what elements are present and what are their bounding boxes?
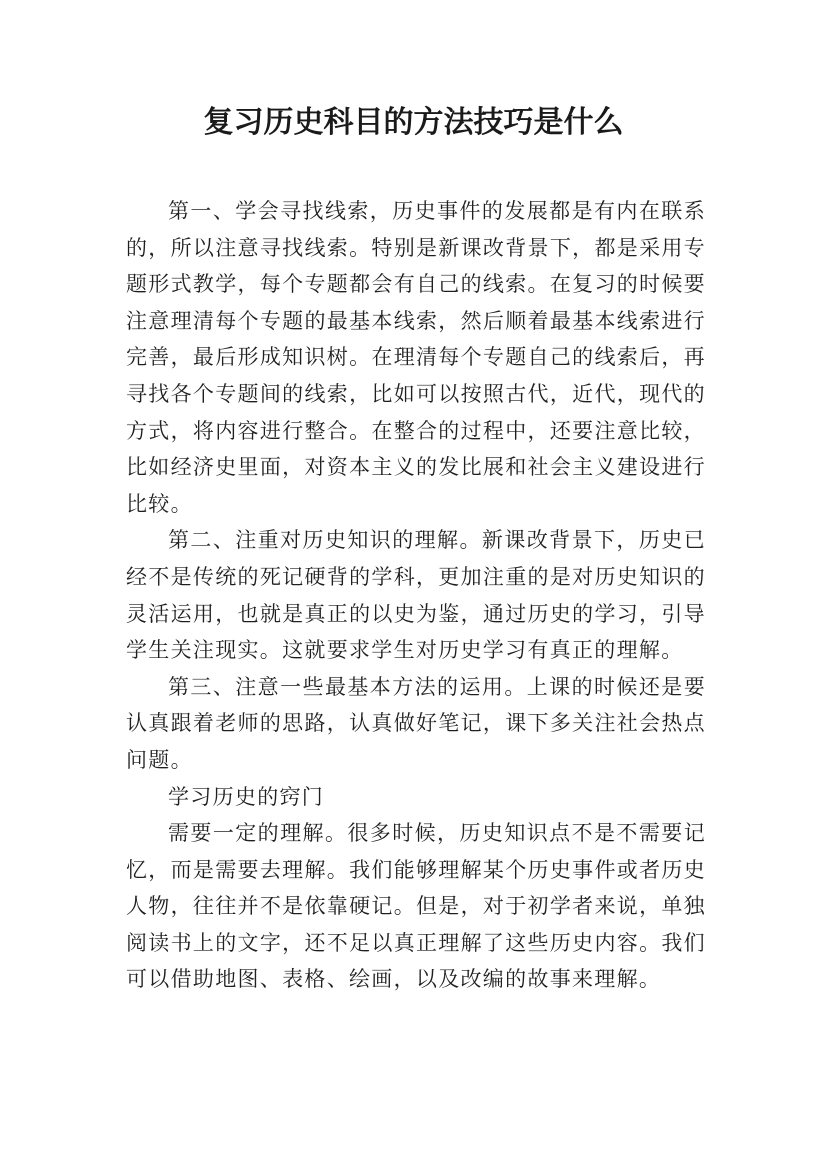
paragraph-2: 第二、注重对历史知识的理解。新课改背景下，历史已经不是传统的死记硬背的学科，更加注重的是对历史知识的灵活运用，也就是真正的以史为鉴，通过历史的学习，引导学生关注现实。这就要求学生对历史学习有真正的理解。 <box>126 528 706 663</box>
document-body <box>126 193 706 998</box>
section-heading: 学习历史的窍门 <box>168 784 325 809</box>
document-title: 复习历史科目的方法技巧是什么 <box>203 105 624 140</box>
paragraph-3: 第三、注意一些最基本方法的运用。上课的时候还是要认真跟着老师的思路，认真做好笔记，课下多关注社会热点问题。 <box>126 674 706 772</box>
paragraph-1: 第一、学会寻找线索，历史事件的发展都是有内在联系的，所以注意寻找线索。特别是新课改背景下，都是采用专题形式教学，每个专题都会有自己的线索。在复习的时候要注意理清每个专题的最基本线索，然后顺着最基本线索进行完善，最后形成知识树。在理清每个专题自己的线索后，再寻找各个专题间的线索，比如可以按照古代，近代，现代的方式，将内容进行整合。在整合的过程中，还要注意比较，比如经济史里面，对资本主义的发比展和社会主义建设进行比较。 <box>126 199 706 516</box>
paragraph-4: 需要一定的理解。很多时候，历史知识点不是不需要记忆，而是需要去理解。我们能够理解某个历史事件或者历史人物，往往并不是依靠硬记。但是，对于初学者来说，单独阅读书上的文字，还不足以真正理解了这些历史内容。我们可以借助地图、表格、绘画，以及改编的故事来理解。 <box>126 821 706 992</box>
